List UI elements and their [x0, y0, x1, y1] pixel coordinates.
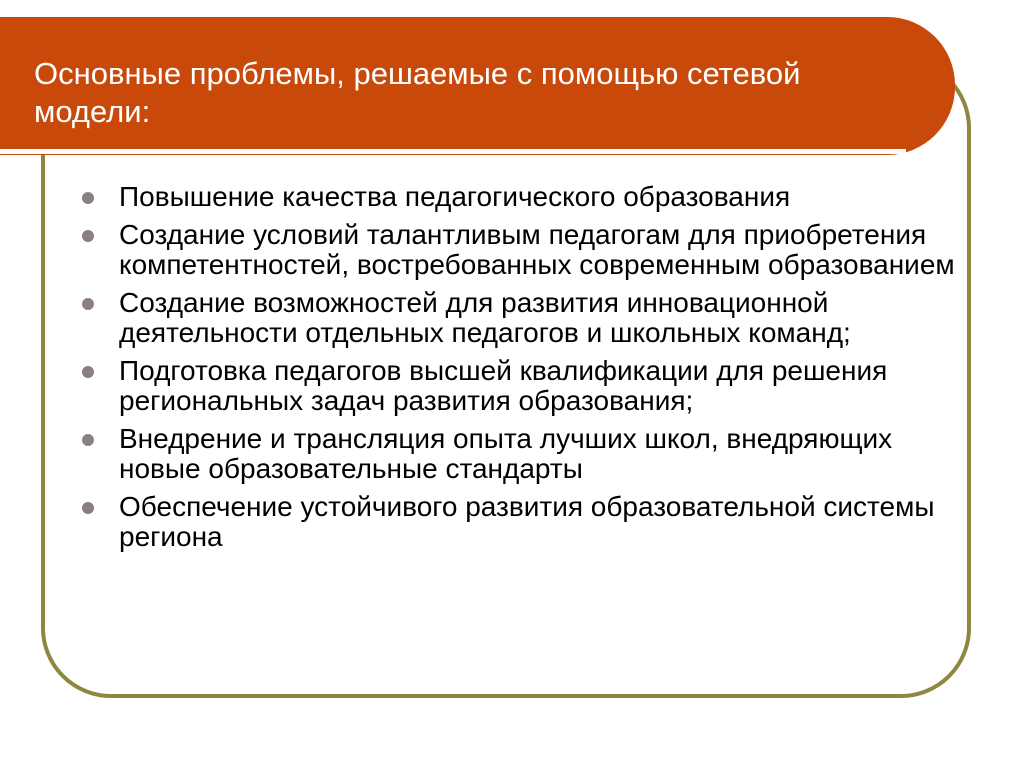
bullet-text: Подготовка педагогов высшей квалификации для решения региональных задач развития образования; — [119, 355, 888, 416]
bullet-text: Создание условий талантливым педагогам для приобретения компетентностей, востребованных современным образованием — [119, 219, 955, 280]
bullet-item — [78, 288, 958, 348]
title-bar — [0, 17, 955, 155]
bullet-item — [78, 182, 958, 212]
title-underline — [0, 149, 906, 154]
bullet-text: Создание возможностей для развития инновационной деятельности отдельных педагогов и школьных команд; — [119, 287, 851, 348]
bullet-item — [78, 492, 958, 552]
bullet-dot-icon — [82, 298, 94, 310]
bullet-dot-icon — [82, 366, 94, 378]
bullet-item — [78, 356, 958, 416]
bullet-dot-icon — [82, 230, 94, 242]
bullet-list — [78, 182, 958, 560]
bullet-item — [78, 424, 958, 484]
slide-title: Основные проблемы, решаемые с помощью сетевой модели: — [34, 56, 801, 129]
bullet-dot-icon — [82, 434, 94, 446]
bullet-text: Повышение качества педагогического образования — [119, 181, 791, 212]
bullet-item — [78, 220, 958, 280]
bullet-dot-icon — [82, 502, 94, 514]
bullet-dot-icon — [82, 192, 94, 204]
bullet-text: Обеспечение устойчивого развития образовательной системы региона — [119, 491, 935, 552]
bullet-text: Внедрение и трансляция опыта лучших школ, внедряющих новые образовательные стандарты — [119, 423, 893, 484]
